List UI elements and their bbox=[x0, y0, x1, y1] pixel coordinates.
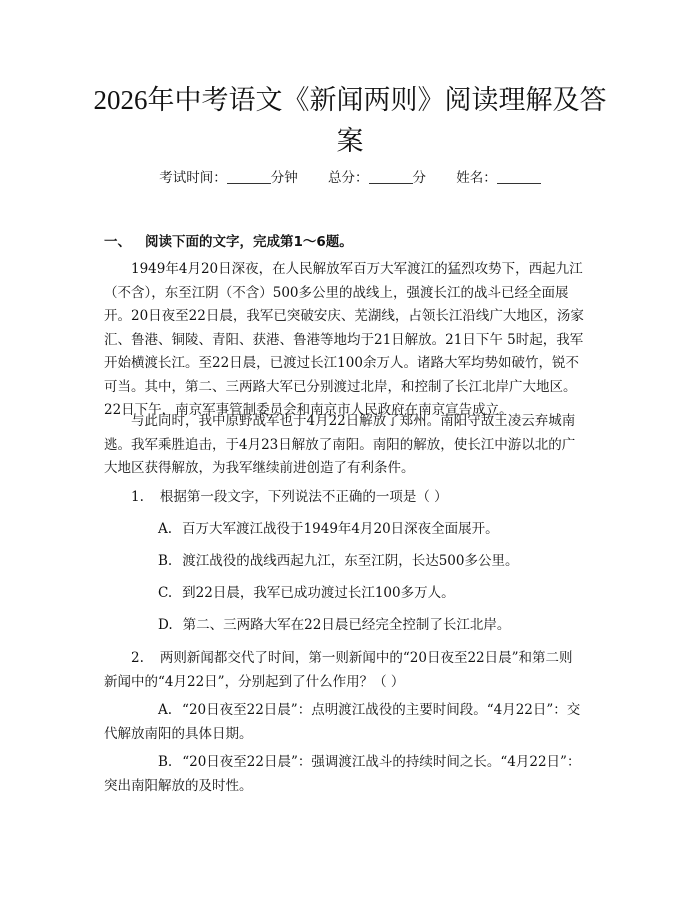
question-stem bbox=[131, 486, 584, 509]
question-text: 根据第一段文字，下列说法不正确的一项是（ ） bbox=[159, 489, 448, 505]
total-score-blank bbox=[369, 170, 413, 184]
total-score-label: 总分： bbox=[328, 170, 369, 186]
exam-info-line bbox=[0, 168, 700, 188]
section-heading-text: 阅读下面的文字，完成第1～6题。 bbox=[145, 234, 353, 250]
total-score-unit: 分 bbox=[412, 170, 426, 186]
passage-paragraph: 1949年4月20日深夜，在人民解放军百万大军渡江的猛烈攻势下，西起九江（不含），东至江阴（不含）500多公里的战线上，强渡长江的战斗已经全面展开。20日夜至22日晨，我军已突破安庆、芜湖线，占领长江沿线广大地区，汤家汇、鲁港、铜陵、青阳、获港、鲁港等地均于21日解放。21日下午 5时起，我军开始横渡长江。至22日晨，已渡过长江100余万人。诸路大军均势如破竹，锐不可当。其中，第二、三两路大军已分别渡过北岸，和控制了长江北岸广大地区。22日下午，南京军事管制委员会和南京市人民政府在南京宣告成立。 bbox=[104, 261, 584, 418]
option-text: 渡江战役的战线西起九江，东至江阴，长达500多公里。 bbox=[182, 553, 519, 569]
question-stem bbox=[104, 646, 584, 694]
exam-time bbox=[159, 170, 302, 186]
answer-option bbox=[158, 582, 584, 605]
question-text: 两则新闻都交代了时间，第一则新闻中的“20日夜至22日晨”和第二则新闻中的“4月22日”，分别起到了什么作用？（ ） bbox=[104, 650, 573, 690]
exam-time-unit: 分钟 bbox=[270, 170, 298, 186]
answer-option bbox=[104, 698, 584, 746]
option-text: “20日夜至22日晨”：强调渡江战斗的持续时间之长。“4月22日”：突出南阳解放的及时性。 bbox=[104, 754, 581, 794]
student-name bbox=[456, 170, 541, 186]
student-name-label: 姓名： bbox=[456, 170, 497, 186]
answer-option bbox=[104, 750, 584, 798]
answer-option bbox=[158, 518, 584, 541]
option-text: 百万大军渡江战役于1949年4月20日深夜全面展开。 bbox=[182, 521, 499, 537]
option-letter: C. bbox=[158, 585, 173, 601]
option-letter: B. bbox=[158, 553, 173, 569]
option-text: “20日夜至22日晨”：点明渡江战役的主要时间段。“4月22日”：交代解放南阳的具体日期。 bbox=[104, 702, 581, 742]
document-title: 2026年中考语文《新闻两则》阅读理解及答案 bbox=[93, 85, 607, 156]
section-number: 一、 bbox=[104, 234, 131, 250]
option-text: 到22日晨，我军已成功渡过长江100多万人。 bbox=[182, 585, 455, 601]
question-number: 1. bbox=[131, 489, 144, 505]
option-letter: B. bbox=[158, 754, 173, 770]
option-letter: D. bbox=[158, 617, 173, 633]
passage-paragraph: 与此同时，我中原野战军也于4月22日解放了郑州。南阳守敌王凌云弃城南逃。我军乘胜追击，于4月23日解放了南阳。南阳的解放，使长江中游以北的广大地区获得解放，为我军继续前进创造了有利条件。 bbox=[104, 413, 576, 476]
section-heading bbox=[104, 230, 353, 250]
answer-option bbox=[158, 550, 584, 573]
student-name-blank bbox=[497, 170, 541, 184]
exam-time-blank bbox=[227, 170, 271, 184]
option-letter: A. bbox=[158, 702, 173, 718]
option-text: 第二、三两路大军在22日晨已经完全控制了长江北岸。 bbox=[182, 617, 511, 633]
answer-option bbox=[158, 614, 584, 637]
total-score bbox=[328, 170, 430, 186]
question-number: 2. bbox=[131, 650, 144, 666]
option-letter: A. bbox=[158, 521, 173, 537]
exam-time-label: 考试时间： bbox=[159, 170, 227, 186]
